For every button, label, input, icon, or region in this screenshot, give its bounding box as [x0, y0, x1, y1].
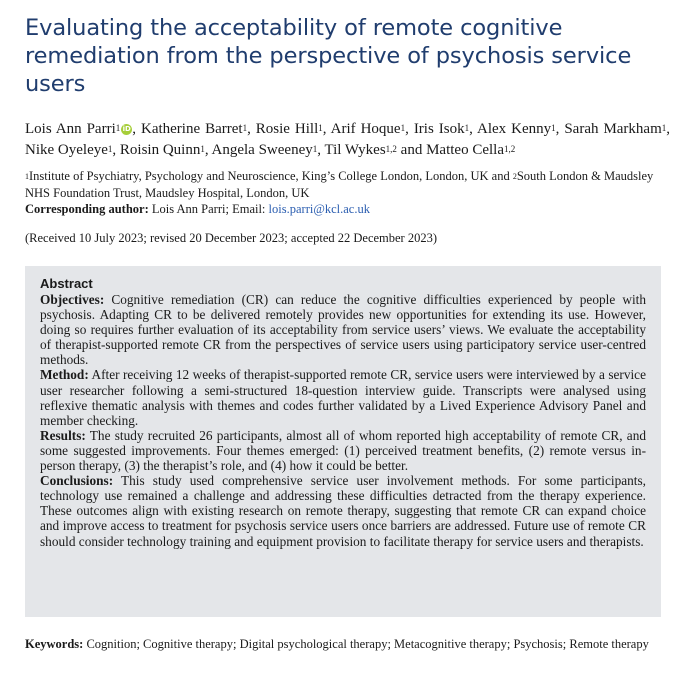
received-dates: (Received 10 July 2023; revised 20 December 2023; accepted 22 December 2023)	[25, 231, 438, 245]
affiliation-number-1: 1	[25, 172, 29, 181]
author-affiliation-marker: 1	[661, 123, 667, 133]
email-link[interactable]: lois.parri@kcl.ac.uk	[268, 202, 370, 216]
results-text: The study recruited 26 participants, almost all of whom reported high acceptability of remote CR, and some suggested improvements. Four themes emerged: (1) perceived treatment benefits, (2) remote versus in-person therapy, (3) the therapist’s role, and (4) how it could be better.	[40, 427, 646, 474]
author-affiliation-marker: 1	[312, 144, 318, 154]
abstract-results	[40, 428, 646, 473]
author-name: Roisin Quinn	[119, 142, 201, 158]
author-separator: ,	[322, 121, 331, 137]
orcid-icon[interactable]: iD	[122, 125, 131, 133]
keywords-label: Keywords:	[25, 637, 84, 651]
author-separator: ,	[112, 142, 120, 158]
abstract-conclusions	[40, 473, 646, 548]
objectives-text: Cognitive remediation (CR) can reduce the cognitive difficulties experienced by people with psychosis. Adapting CR to be delivered remotely provides new opportunities for extending its use. However, doing so requires further evaluation of its acceptability from service users’ views. We evaluate the acceptability of therapist-supported remote CR from the perspectives of service users using participatory service user-centred methods.	[40, 292, 646, 368]
author-separator: ,	[317, 142, 325, 158]
abstract-content	[40, 276, 646, 549]
results-label: Results:	[40, 427, 86, 443]
author-affiliation-marker: 1	[242, 123, 248, 133]
author-separator: ,	[666, 121, 671, 137]
author-affiliation-marker: 1	[107, 144, 113, 154]
affiliation-number-2: 2	[512, 172, 517, 181]
author-separator: and	[396, 142, 427, 158]
article-title: Evaluating the acceptability of remote cognitive remediation from the perspective of psychosis service users	[25, 15, 632, 97]
author-list	[25, 119, 670, 161]
keywords	[25, 636, 670, 653]
author-name: Nike Oyeleye	[25, 142, 108, 158]
author-name: Angela Sweeney	[211, 142, 313, 158]
author-separator: ,	[204, 142, 212, 158]
author-affiliation-marker: 1	[551, 123, 556, 133]
conclusions-label: Conclusions:	[40, 473, 114, 489]
author-separator: ,	[247, 121, 256, 137]
author-separator: ,	[132, 121, 141, 137]
author-affiliation-marker: 1	[115, 123, 121, 133]
abstract-box	[25, 266, 661, 617]
corresponding-author-label: Corresponding author:	[25, 202, 149, 216]
author-name: Rosie Hill	[255, 121, 319, 137]
author-separator: ,	[555, 121, 565, 137]
author-name: Lois Ann Parri	[25, 121, 116, 137]
author-name: Arif Hoque	[330, 121, 401, 137]
method-label: Method:	[40, 367, 89, 383]
author-affiliation-marker: 1	[400, 123, 406, 133]
author-name: Iris Isok	[413, 121, 465, 137]
abstract-method	[40, 367, 646, 427]
abstract-heading: Abstract	[40, 276, 93, 291]
author-name: Sarah Markham	[564, 121, 662, 137]
author-affiliation-marker: 1	[464, 123, 470, 133]
corresponding-author-text: Lois Ann Parri; Email:	[148, 202, 269, 216]
affiliation-1: Institute of Psychiatry, Psychology and Neuroscience, King’s College London, London, UK and	[29, 169, 513, 183]
author-affiliation-marker: 1	[200, 144, 205, 154]
abstract-objectives	[40, 292, 646, 367]
author-name: Matteo Cella	[426, 142, 504, 158]
author-separator: ,	[405, 121, 414, 137]
conclusions-text: This study used comprehensive service user involvement methods. For some participants, technology use remained a challenge and addressing these difficulties detracted from the therapy experience. These outcomes align with existing research on remote therapy, suggesting that remote CR can expand choice and improve access to treatment for psychosis service users once barriers are addressed. Future use of remote CR should consider technology training and equipment provision to facilitate therapy for service users and therapists.	[40, 473, 646, 549]
affiliations	[25, 168, 670, 202]
author-affiliation-marker: 1,2	[504, 144, 516, 154]
author-name: Katherine Barret	[140, 121, 243, 137]
author-affiliation-marker: 1,2	[385, 144, 397, 154]
author-separator: ,	[469, 121, 477, 137]
objectives-label: Objectives:	[40, 292, 105, 307]
method-text: After receiving 12 weeks of therapist-supported remote CR, service users were interviewed by a service user researcher following a semi-structured 18-question interview guide. Transcripts were analysed using reflexive thematic analysis with themes and codes further validated by a Lived Experience Advisory Panel and member checking.	[40, 367, 646, 428]
author-name: Til Wykes	[324, 142, 386, 158]
corresponding-author	[25, 201, 670, 218]
affiliation-2: South London & Maudsley NHS Foundation Trust, Maudsley Hospital, London, UK	[25, 169, 654, 200]
keywords-text: Cognition; Cognitive therapy; Digital psychological therapy; Metacognitive therapy; Psychosis; Remote therapy	[83, 637, 649, 651]
author-affiliation-marker: 1	[318, 123, 323, 133]
author-name: Alex Kenny	[477, 121, 552, 137]
